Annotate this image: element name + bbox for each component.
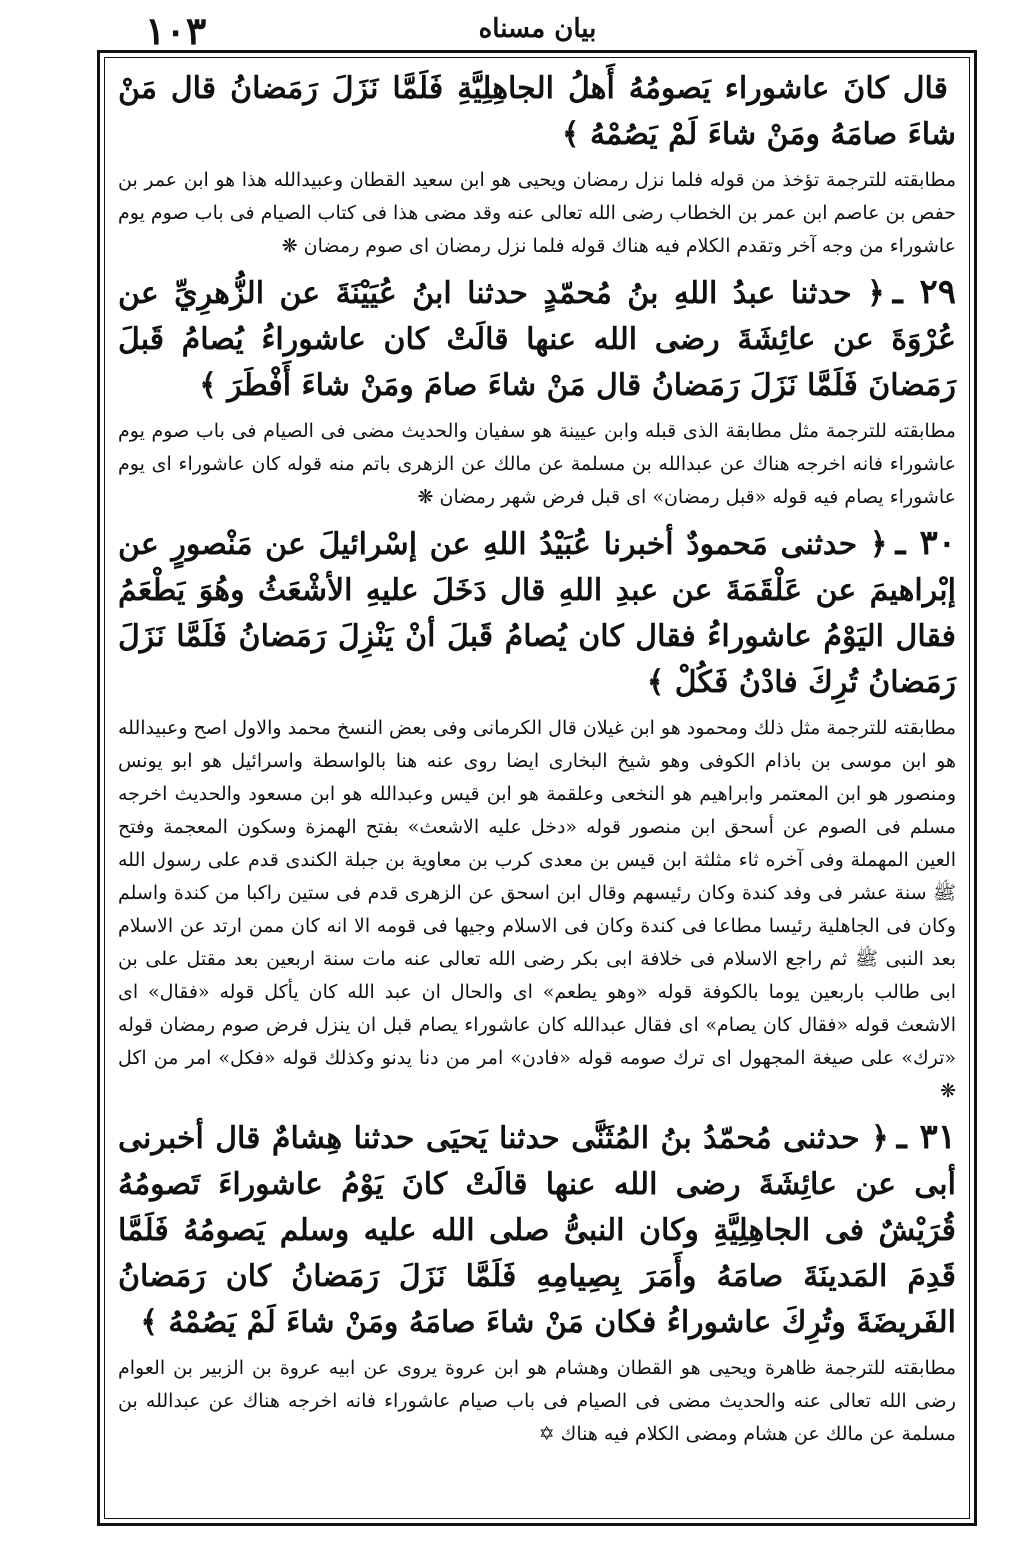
hadith-number: ٣٠ ـ [895, 523, 956, 563]
commentary-paragraph: مطابقته للترجمة مثل مطابقة الذى قبله وابن عيينة هو سفيان والحديث مضى فى الصيام فى باب صوم يوم عاشوراء فانه اخرجه هناك عن عبدالله بن مسلمة عن مالك عن الزهرى باتم منه قوله كان عاشوراء اى يوم عاشوراء يصام فيه قوله «قبل رمضان» اى قبل فرض شهر رمضان ❋ [118, 420, 956, 508]
hadith-body: ﴿ حدثنا عبدُ اللهِ بنُ مُحمّدٍ حدثنا ابنُ عُيَيْنَةَ عن الزُّهرِيِّ عن عُرْوَةَ عن عائِشَةَ رضى الله عنها قالَتْ كان عاشوراءُ يُصامُ قَبلَ رَمَضانَ فَلَمَّا نَزَلَ رَمَضانُ قال مَنْ شاءَ صامَ ومَنْ شاءَ أَفْطَرَ ﴾ [118, 276, 956, 403]
hadith-body: قال كانَ عاشوراء يَصومُهُ أَهلُ الجاهِلِيَّةِ فَلَمَّا نَزَلَ رَمَضانُ قال مَنْ شاءَ صامَهُ ومَنْ شاءَ لَمْ يَصُمْهُ ﴾ [118, 71, 956, 152]
page-header [95, 8, 980, 53]
hadith-body: ﴿ حدثنى مَحمودٌ أخبرنا عُبَيْدُ اللهِ عن إسْرائيلَ عن مَنْصورٍ عن إبْراهيمَ عن عَلْقَمَةَ عن عبدِ اللهِ قال دَخَلَ عليهِ الأشْعَثُ وهُوَ يَطْعَمُ فقال اليَوْمُ عاشوراءُ فقال كان يُصامُ قَبلَ أنْ يَنْزِلَ رَمَضانُ فَلَمَّا نَزَلَ رَمَضانُ تُرِكَ فادْنُ فَكُلْ ﴾ [118, 527, 956, 700]
hadith-text [118, 64, 956, 158]
hadith-text [118, 269, 956, 409]
running-title: بیان مسناه [478, 14, 597, 44]
commentary-paragraph: مطابقته للترجمة مثل ذلك ومحمود هو ابن غيلان قال الكرمانى وفى بعض النسخ محمد والاول اصح وعبيدالله هو ابن موسى بن باذام الكوفى وهو شيخ البخارى ايضا روى عنه هنا بالواسطة واسرائيل هو ابو يونس ومنصور هو ابن المعتمر وابراهيم هو النخعى وعلقمة هو ابن قيس وعبدالله هو ابن مسعود والحديث اخرجه مسلم فى الصوم عن أسحق ابن منصور قوله «دخل عليه الاشعث» بفتح الهمزة وسكون المعجمة وفتح العين المهملة وفى آخره ثاء مثلثة ابن قيس بن معدى كرب بن معاوية بن جبلة الكندى قدم على رسول الله ﷺ سنة عشر فى وفد كندة وكان رئيسهم وقال ابن اسحق عن الزهرى قدم فى ستين راكبا من كندة واسلم وكان فى الجاهلية رئيسا مطاعا فى كندة وكان فى الاسلام وجيها فى قومه الا انه كان ممن ارتد عن الاسلام بعد النبى ﷺ ثم راجع الاسلام فى خلافة ابى بكر رضى الله تعالى عنه مات سنة اربعين بعد مقتل على بن ابى طالب باربعين يوما بالكوفة قوله «وهو يطعم» اى والحال ان عبد الله كان يأكل قوله «فقال» اى الاشعث قوله «فقال كان يصام» اى فقال عبدالله كان عاشوراء يصام قبل ان ينزل فرض صوم رمضان قوله «ترك» على صيغة المجهول اى ترك صومه قوله «فادن» امر من دنا يدنو وكذلك قوله «فكل» امر من اكل ❋ [118, 717, 956, 1102]
hadith-text [118, 520, 956, 706]
page-number: ١٠٣ [145, 8, 207, 53]
commentary-paragraph: مطابقته للترجمة تؤخذ من قوله فلما نزل رمضان ويحيى هو ابن سعيد القطان وعبيدالله هذا هو ابن عمر بن حفص بن عاصم ابن عمر بن الخطاب رضى الله تعالى عنه وقد مضى هذا فى كتاب الصيام فى باب صوم يوم عاشوراء من وجه آخر وتقدم الكلام فيه هناك قوله فلما نزل رمضان اى صوم رمضان ❋ [118, 169, 956, 257]
commentary-paragraph: مطابقته للترجمة ظاهرة ويحيى هو القطان وهشام هو ابن عروة يروى عن ابيه عروة بن الزبير بن العوام رضى الله تعالى عنه والحديث مضى فى الصيام فى باب صيام عاشوراء فانه اخرجه هناك عن عبدالله بن مسلمة عن مالك عن هشام ومضى الكلام فيه هناك ✡ [118, 1357, 956, 1445]
hadith-number: ٢٩ ـ [892, 272, 956, 312]
text-body [118, 64, 956, 1457]
hadith-number: ٣١ ـ [896, 1117, 956, 1157]
hadith-body: ﴿ حدثنى مُحمّدُ بنُ المُثَنَّى حدثنا يَحيَى حدثنا هِشامٌ قال أخبرنى أبى عن عائِشَةَ رضى الله عنها قالَتْ كانَ يَوْمُ عاشوراءَ تَصومُهُ قُرَيْشٌ فى الجاهِلِيَّةِ وكان النبىُّ صلى الله عليه وسلم يَصومُهُ فَلَمَّا قَدِمَ المَدينَةَ صامَهُ وأَمَرَ بِصِيامِهِ فَلَمَّا نَزَلَ رَمَضانُ كان رَمَضانُ الفَريضَةَ وتُرِكَ عاشوراءُ فكان مَنْ شاءَ صامَهُ ومَنْ شاءَ لَمْ يَصُمْهُ ﴾ [118, 1121, 956, 1340]
hadith-text [118, 1114, 956, 1346]
